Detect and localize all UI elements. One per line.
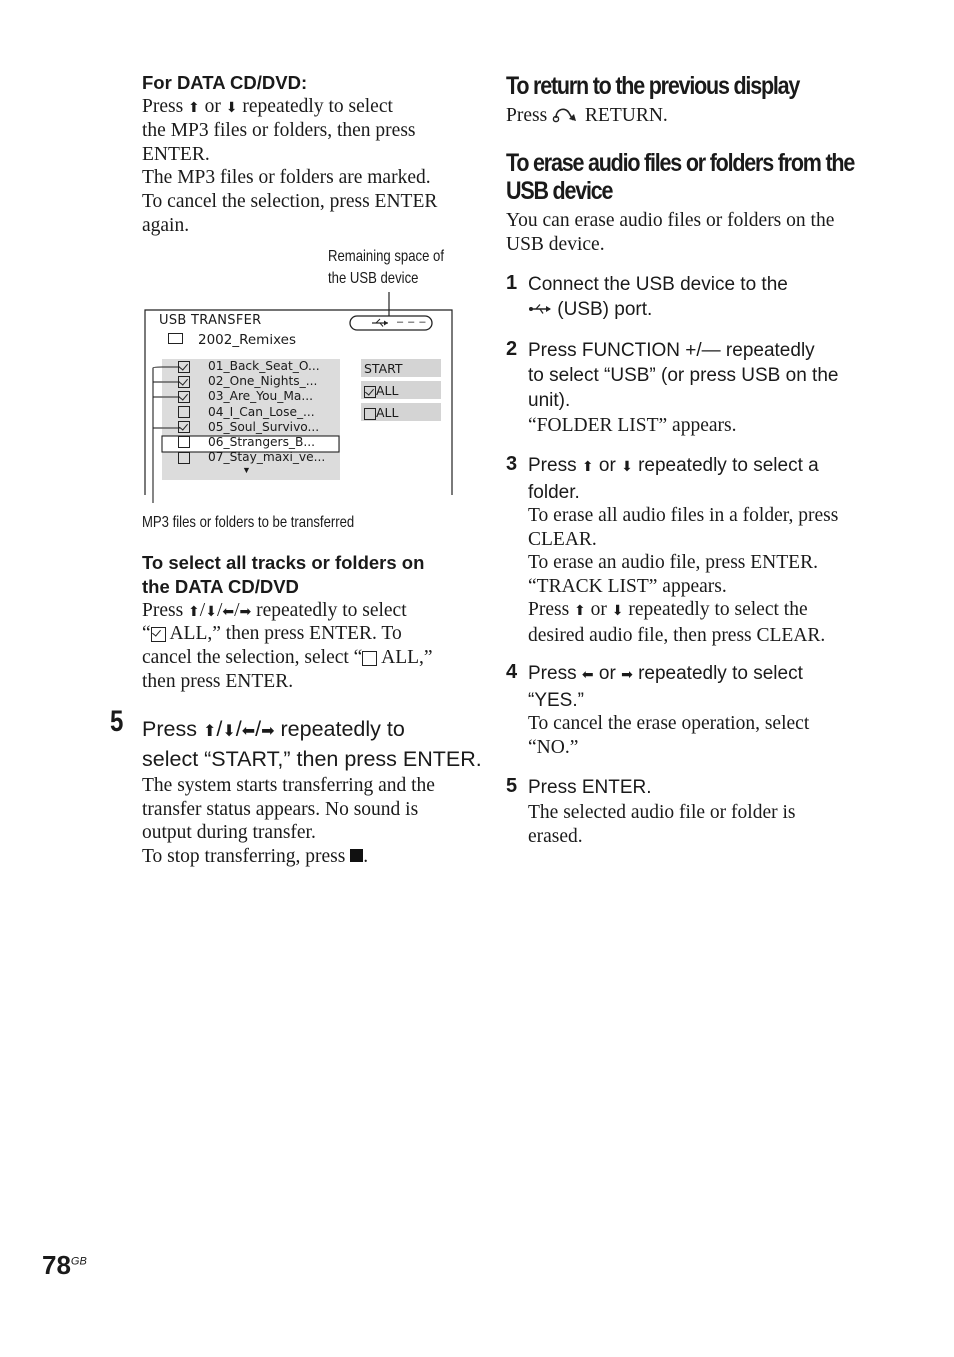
track-label: 03_Are_You_Ma... [208,389,313,404]
checkbox-empty-icon[interactable] [178,436,190,448]
data-cd-line-6: again. [142,215,190,236]
text: To stop transferring, press [142,845,346,867]
checkbox-empty-icon[interactable] [178,452,190,464]
up-arrow-icon: ⬆ [188,100,200,116]
step-line [528,661,803,688]
folder-icon [168,333,183,344]
text: repeatedly to select [256,600,407,621]
callout-mp3-files: MP3 files or folders to be transferred [142,514,355,531]
step-2-body: “FOLDER LIST” appears. [528,415,737,436]
region-code: GB [70,1255,87,1268]
track-list [178,359,325,465]
step-line: to select “USB” (or press USB on the [528,365,839,386]
data-cd-line-1 [142,95,393,121]
return-icon [552,105,580,123]
up-arrow-icon: ⬆ [581,459,594,475]
text: Press [142,96,184,117]
body-line [528,598,838,624]
body-line: transfer status appears. No sound is [142,798,419,820]
checkbox-checked-icon[interactable] [178,391,190,403]
track-row[interactable] [178,389,325,404]
data-cd-line-2: the MP3 files or folders, then press [142,120,416,141]
body-line: “TRACK LIST” appears. [528,575,727,597]
callout-line: the USB device [328,270,419,287]
step-5-body [142,774,435,868]
up-arrow-icon: ⬆ [202,721,217,740]
text: Press [528,663,577,684]
text: 78 [42,1250,71,1280]
step-1-text [528,272,788,322]
track-label: 05_Soul_Survivo... [208,419,320,434]
select-all-heading [142,551,424,599]
down-arrow-icon: ⬇ [205,604,217,620]
text: repeatedly to select the [628,599,808,620]
left-arrow-icon: ⬅ [241,721,256,740]
text: repeatedly to [280,717,405,741]
body-line [142,845,435,869]
step-1-number: 1 [506,272,518,294]
text: repeatedly to select [242,96,393,117]
callout-line: Remaining space of [328,248,444,265]
down-arrow-icon: ⬇ [621,459,633,475]
intro-line: You can erase audio files or folders on the [506,210,835,231]
text: Press [528,455,577,476]
text: . [363,845,369,867]
text: repeatedly to select [638,663,803,684]
select-all-line-3 [142,646,433,670]
page-number [42,1250,87,1281]
step-line: unit). [528,390,571,411]
step-5-line-1: Press ⬆/⬇/⬅/➡ repeatedly to [142,715,482,745]
text: Press [506,105,548,126]
body-line: output during transfer. [142,822,316,844]
step-4-number: 4 [506,661,518,683]
select-all-line-4: then press ENTER. [142,671,294,692]
body-line: The system starts transferring and the [142,775,435,796]
text: or [598,663,616,684]
body-line: The selected audio file or folder is [528,802,796,823]
text: ALL,” then press ENTER. To [169,623,402,644]
text: ALL [376,383,399,398]
text: or [598,455,616,476]
data-cd-line-4: The MP3 files or folders are marked. [142,167,431,188]
track-row[interactable] [178,405,325,420]
select-all-line-2 [142,622,402,646]
select-all-button[interactable] [364,383,398,398]
track-label: 07_Stay_maxi_ve... [208,450,326,465]
right-arrow-icon: ➡ [621,667,633,683]
stop-icon [350,849,363,862]
step-5-body-right [528,801,795,848]
right-arrow-icon: ➡ [261,721,275,740]
checkbox-checked-icon[interactable] [178,361,190,373]
track-label: 02_One_Nights_... [208,374,318,389]
body-line: “NO.” [528,736,579,758]
heading-line: USB device [506,177,613,205]
step-line [528,297,788,322]
checkbox-empty-icon [362,651,377,666]
body-line: To cancel the erase operation, select [528,713,810,734]
erase-heading [506,149,854,205]
remaining-space-value: – – – [397,316,427,328]
step-5-text-right: Press ENTER. [528,777,652,798]
intro-line: USB device. [506,233,605,255]
body-line: desired audio file, then press CLEAR. [528,624,826,646]
track-label: 04_I_Can_Lose_... [208,404,315,419]
step-4-body [528,712,809,759]
track-label: 06_Strangers_B... [208,434,315,449]
text: “ [142,623,151,644]
text: ALL,” [381,647,433,668]
left-arrow-icon: ⬅ [581,667,594,683]
start-button[interactable]: START [364,361,403,376]
data-cd-heading: For DATA CD/DVD: [142,72,308,93]
select-all-line-1: Press ⬆/⬇/⬅/➡ repeatedly to select [142,599,407,625]
clear-all-button[interactable] [364,405,398,420]
callout-remaining-space [328,246,444,290]
text: repeatedly to select a [638,455,819,476]
heading-line: To select all tracks or folders on [142,552,425,573]
text: cancel the selection, select “ [142,647,363,668]
track-row[interactable] [178,450,325,465]
text: Press [528,599,570,620]
step-line: “YES.” [528,690,584,711]
data-cd-line-5: To cancel the selection, press ENTER [142,191,438,212]
body-line: CLEAR. [528,528,597,550]
text: Press [142,717,197,741]
down-arrow-icon: ⬇ [225,100,238,116]
text: (USB) port. [557,299,653,320]
checkbox-empty-icon [364,408,376,420]
checkbox-empty-icon[interactable] [178,406,190,418]
screen-folder-name: 2002_Remixes [198,332,297,348]
return-heading: To return to the previous display [506,72,800,100]
track-row[interactable] [178,359,325,374]
checkbox-checked-icon[interactable] [178,376,190,388]
up-arrow-icon: ⬆ [188,604,200,620]
text: or [204,96,221,117]
track-label: 01_Back_Seat_O... [208,359,320,373]
right-arrow-icon: ➡ [239,604,252,620]
scroll-down-indicator: ▼ [242,465,251,475]
step-5-line-2: select “START,” then press ENTER. [142,747,482,771]
step-5-number: 5 [110,705,124,738]
left-arrow-icon: ⬅ [222,604,235,620]
checkbox-checked-icon [364,386,376,398]
step-3-text [528,453,819,505]
data-cd-line-3: ENTER. [142,144,210,165]
step-2-number: 2 [506,338,518,360]
erase-intro [506,209,834,256]
step-4-text [528,661,803,713]
track-row[interactable] [178,435,325,450]
screen-title: USB TRANSFER [159,313,262,328]
up-arrow-icon: ⬆ [574,603,586,619]
down-arrow-icon: ⬇ [611,603,624,619]
down-arrow-icon: ⬇ [222,721,236,740]
body-line: To erase an audio file, press ENTER. [528,552,818,573]
checkbox-checked-icon[interactable] [178,421,190,433]
body-line: erased. [528,825,583,847]
step-2-text [528,338,838,413]
heading-line: To erase audio files or folders from the [506,149,855,177]
heading-line: the DATA CD/DVD [142,576,299,597]
text: RETURN. [584,105,668,126]
text: ALL [376,405,399,420]
step-line: Press FUNCTION +/— repeatedly [528,340,815,361]
body-line: To erase all audio files in a folder, press [528,505,839,526]
return-line [506,104,668,128]
step-5-number-right: 5 [506,775,518,797]
step-5-instruction [142,715,482,774]
step-line: folder. [528,482,580,503]
step-3-body [528,504,838,647]
track-row[interactable] [178,374,325,389]
step-line: Connect the USB device to the [528,274,788,295]
track-row[interactable] [178,420,325,435]
step-line [528,453,819,480]
text: Press [142,600,184,621]
usb-icon [528,302,552,316]
checkbox-checked-icon [151,627,166,642]
step-3-number: 3 [506,453,518,475]
text: or [590,599,607,620]
